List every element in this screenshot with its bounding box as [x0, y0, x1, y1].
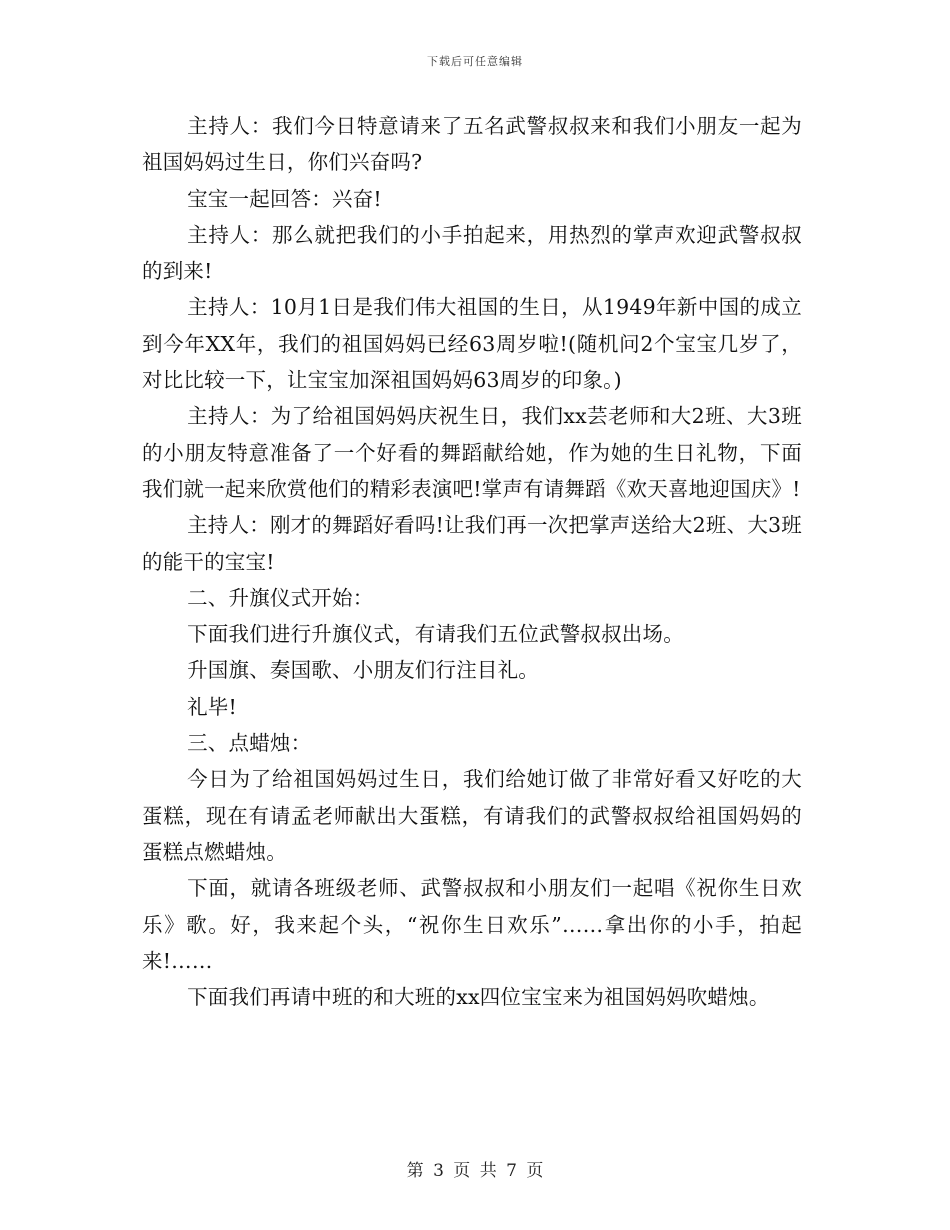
paragraph-ceremony-end: 礼毕!	[187, 694, 237, 719]
paragraph-host-national-day: 主持人：10月1日是我们伟大祖国的生日，从1949年新中国的成立到今年XX年，我们的祖国妈妈已经63周岁啦!(随机问2个宝宝几岁了，对比比较一下，让宝宝加深祖国妈妈63周岁的印象。)	[142, 295, 802, 393]
paragraph-anthem: 升国旗、奏国歌、小朋友们行注目礼。	[187, 658, 539, 683]
paragraph-host-applause: 主持人：那么就把我们的小手拍起来，用热烈的掌声欢迎武警叔叔的到来!	[142, 222, 802, 284]
paragraph-host-after-dance: 主持人：刚才的舞蹈好看吗!让我们再一次把掌声送给大2班、大3班的能干的宝宝!	[142, 513, 802, 574]
page-footer: 第 3 页 共 7 页	[406, 1161, 544, 1181]
paragraph-blow-candles: 下面我们再请中班的和大班的xx四位宝宝来为祖国妈妈吹蜡烛。	[187, 985, 770, 1010]
section-heading-flag-raising: 二、升旗仪式开始：	[187, 585, 374, 610]
paragraph-cake: 今日为了给祖国妈妈过生日，我们给她订做了非常好看又好吃的大蛋糕，现在有请孟老师献出大蛋糕，有请我们的武警叔叔给祖国妈妈的蛋糕点燃蜡烛。	[142, 767, 802, 864]
paragraph-flag-ceremony: 下面我们进行升旗仪式，有请我们五位武警叔叔出场。	[187, 622, 684, 647]
page-header: 下载后可任意编辑	[427, 55, 523, 68]
paragraph-host-intro: 主持人：我们今日特意请来了五名武警叔叔来和我们小朋友一起为祖国妈妈过生日，你们兴奋吗?	[142, 114, 802, 175]
paragraph-children-answer: 宝宝一起回答：兴奋!	[187, 186, 382, 211]
paragraph-birthday-song: 下面，就请各班级老师、武警叔叔和小朋友们一起唱《祝你生日欢乐》歌。好，我来起个头，“祝你生日欢乐”……拿出你的小手，拍起来!……	[142, 876, 802, 973]
document-body	[142, 108, 802, 1015]
section-heading-candles: 三、点蜡烛：	[187, 731, 312, 756]
paragraph-host-dance: 主持人：为了给祖国妈妈庆祝生日，我们xx芸老师和大2班、大3班的小朋友特意准备了一个好看的舞蹈献给她，作为她的生日礼物，下面我们就一起来欣赏他们的精彩表演吧!掌声有请舞蹈《欢天喜地迎国庆》!	[142, 404, 802, 501]
